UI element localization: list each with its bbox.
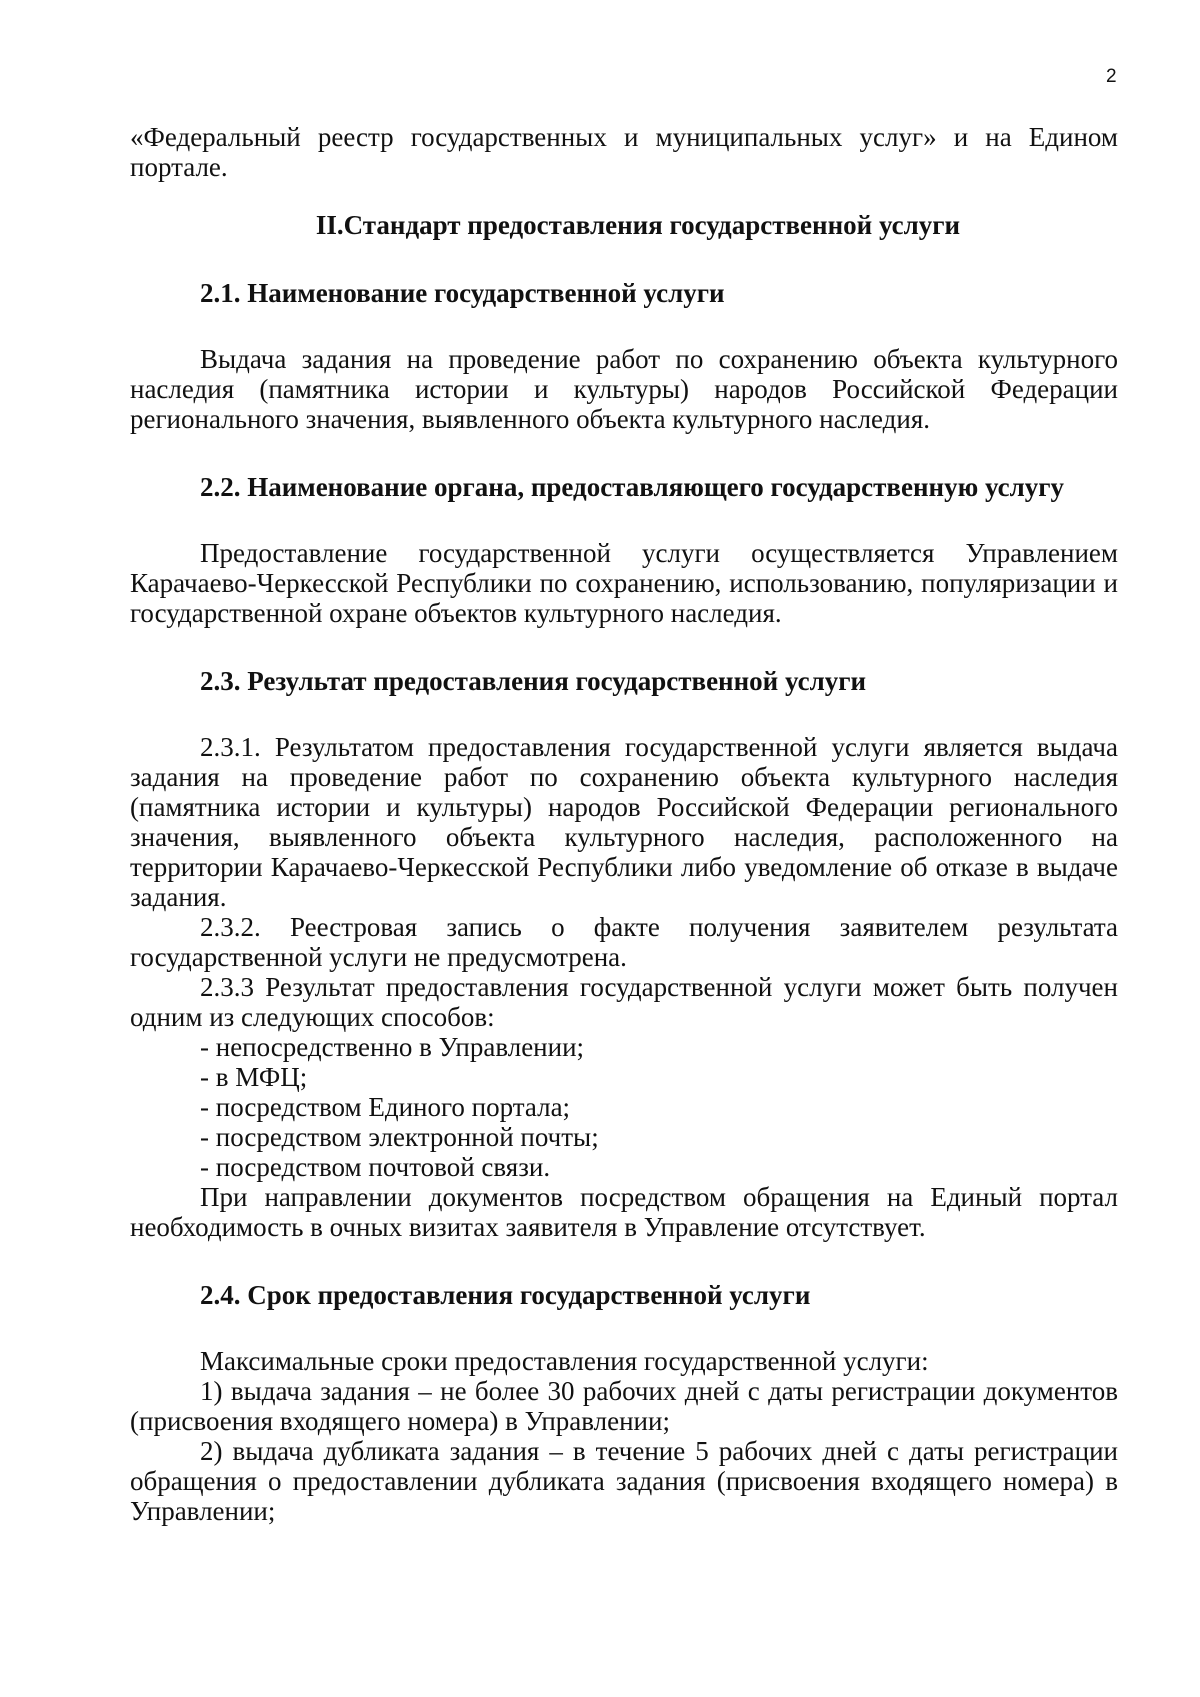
list-item: - посредством электронной почты; [200,1122,599,1152]
list-item: - посредством почтовой связи. [200,1152,551,1182]
list-item: - посредством Единого портала; [200,1092,571,1122]
paragraph-2-4-item-2: 2) выдача дубликата задания – в течение 5 рабочих дней с даты регистрации обращения о предоставлении дубликата задания (присвоения входящего номера) в Управлении; [130,1436,1118,1526]
list-item: - в МФЦ; [200,1062,308,1092]
paragraph-2-4-item-1: 1) выдача задания – не более 30 рабочих дней с даты регистрации документов (присвоения входящего номера) в Управлении; [130,1376,1118,1436]
heading-2-4: 2.4. Срок предоставления государственной услуги [200,1280,811,1310]
paragraph-2-2: Предоставление государственной услуги осуществляется Управлением Карачаево-Черкесской Республики по сохранению, использованию, популяризации и государственной охране объектов культурного наследия. [130,538,1118,628]
paragraph-2-4-intro: Максимальные сроки предоставления государственной услуги: [200,1346,929,1376]
intro-paragraph: «Федеральный реестр государственных и муниципальных услуг» и на Едином портале. [130,122,1118,182]
paragraph-portal-note: При направлении документов посредством обращения на Единый портал необходимость в очных визитах заявителя в Управление отсутствует. [130,1182,1118,1242]
paragraph-2-3-1: 2.3.1. Результатом предоставления государственной услуги является выдача задания на проведение работ по сохранению объекта культурного наследия (памятника истории и культуры) народов Российской Федерации регионального значения, выявленного объекта культурного наследия, расположенного на территории Карачаево-Черкесской Республики либо уведомление об отказе в выдаче задания. [130,732,1118,912]
paragraph-2-1: Выдача задания на проведение работ по сохранению объекта культурного наследия (памятника истории и культуры) народов Российской Федерации регионального значения, выявленного объекта культурного наследия. [130,344,1118,434]
section-title: II.Стандарт предоставления государственной услуги [315,210,961,240]
result-methods-list [130,1032,1118,1182]
paragraph-2-3-2: 2.3.2. Реестровая запись о факте получения заявителем результата государственной услуги не предусмотрена. [130,912,1118,972]
list-item: - непосредственно в Управлении; [200,1032,585,1062]
heading-2-3: 2.3. Результат предоставления государственной услуги [200,666,867,696]
heading-2-1: 2.1. Наименование государственной услуги [200,278,725,308]
heading-2-2: 2.2. Наименование органа, предоставляющего государственную услугу [200,472,1065,502]
paragraph-2-3-3: 2.3.3 Результат предоставления государственной услуги может быть получен одним из следующих способов: [130,972,1118,1032]
document-body [130,122,1118,1526]
page-number: 2 [1106,66,1117,87]
